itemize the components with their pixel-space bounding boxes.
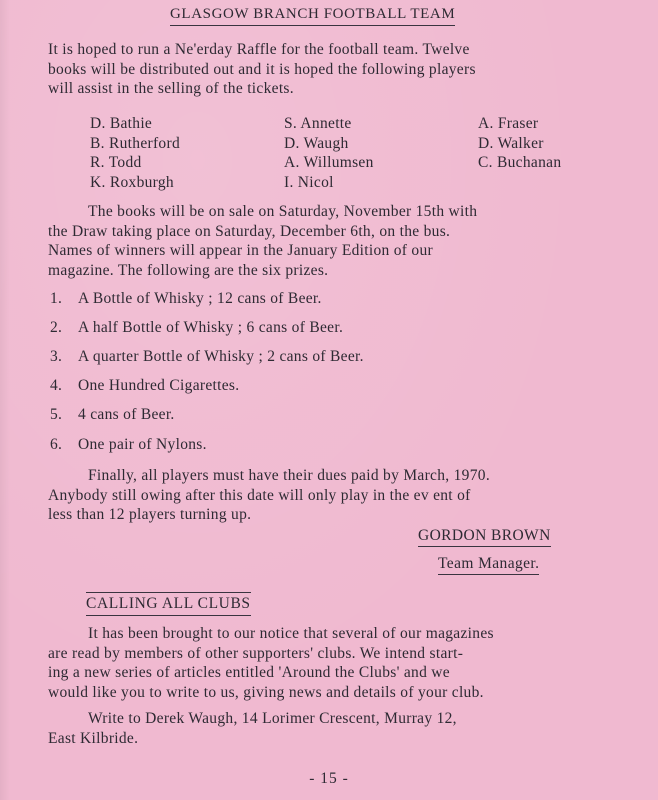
address-line: Write to Derek Waugh, 14 Lorimer Crescent, Murray 12, <box>88 710 457 727</box>
player-name: C. Buchanan <box>478 154 562 171</box>
signature-name: GORDON BROWN <box>418 527 551 547</box>
prize-text: A half Bottle of Whisky ; 6 cans of Beer. <box>78 319 344 336</box>
prize-number: 3. <box>50 348 63 365</box>
player-name: S. Annette <box>284 115 352 132</box>
player-name: A. Willumsen <box>284 154 374 171</box>
prize-number: 4. <box>50 377 63 394</box>
clubs-line: It has been brought to our notice that several of our magazines <box>88 625 494 642</box>
closing-line: Anybody still owing after this date will only play in the ev ent of <box>48 486 471 504</box>
sale-line: magazine. The following are the six prizes. <box>48 261 329 279</box>
sale-paragraph <box>48 202 636 280</box>
player-name: K. Roxburgh <box>90 173 174 191</box>
intro-line: It is hoped to run a Ne'erday Raffle for the football team. Twelve <box>48 41 470 58</box>
prize-text: A Bottle of Whisky ; 12 cans of Beer. <box>78 290 322 307</box>
sale-line: The books will be on sale on Saturday, November 15th with <box>88 203 478 220</box>
page-number: - 15 - <box>309 770 349 787</box>
intro-paragraph <box>48 40 636 99</box>
players-column-2 <box>284 114 374 192</box>
player-name: A. Fraser <box>478 115 539 132</box>
clubs-line: ing a new series of articles entitled 'Around the Clubs' and we <box>48 664 450 681</box>
closing-paragraph <box>48 466 636 525</box>
page-heading: GLASGOW BRANCH FOOTBALL TEAM <box>170 6 455 26</box>
players-column-1 <box>90 114 180 192</box>
prize-item <box>50 436 207 454</box>
prize-number: 2. <box>50 319 63 336</box>
prize-number: 1. <box>50 290 63 307</box>
signature-title: Team Manager. <box>438 555 539 575</box>
prize-item <box>50 290 322 308</box>
prize-text: One pair of Nylons. <box>78 436 207 453</box>
intro-line: will assist in the selling of the tickets. <box>48 80 294 97</box>
prize-item <box>50 319 343 337</box>
player-name: R. Todd <box>90 154 142 171</box>
player-name: D. Waugh <box>284 134 349 152</box>
prize-number: 5. <box>50 406 63 423</box>
section-heading: CALLING ALL CLUBS <box>86 592 251 616</box>
prize-number: 6. <box>50 436 63 453</box>
intro-line: books will be distributed out and it is hoped the following players <box>48 60 476 78</box>
clubs-line: are read by members of other supporters' clubs. We intend start- <box>48 644 464 662</box>
closing-line: less than 12 players turning up. <box>48 506 252 523</box>
clubs-paragraph <box>48 624 636 702</box>
address-line: East Kilbride. <box>48 729 139 747</box>
prize-item <box>50 348 364 366</box>
player-name: D. Bathie <box>90 115 153 132</box>
closing-line: Finally, all players must have their dues paid by March, 1970. <box>88 467 490 484</box>
players-column-3 <box>478 114 561 173</box>
prize-item <box>50 377 239 395</box>
player-name: D. Walker <box>478 134 544 152</box>
prize-item <box>50 406 175 424</box>
clubs-line: would like you to write to us, giving news and details of your club. <box>48 683 484 701</box>
address-paragraph <box>48 709 636 748</box>
sale-line: Names of winners will appear in the January Edition of our <box>48 242 433 259</box>
prize-text: 4 cans of Beer. <box>78 406 175 423</box>
player-name: I. Nicol <box>284 173 334 191</box>
player-name: B. Rutherford <box>90 134 180 152</box>
prize-text: A quarter Bottle of Whisky ; 2 cans of Beer. <box>78 348 364 365</box>
sale-line: the Draw taking place on Saturday, December 6th, on the bus. <box>48 222 451 240</box>
prize-text: One Hundred Cigarettes. <box>78 377 240 394</box>
